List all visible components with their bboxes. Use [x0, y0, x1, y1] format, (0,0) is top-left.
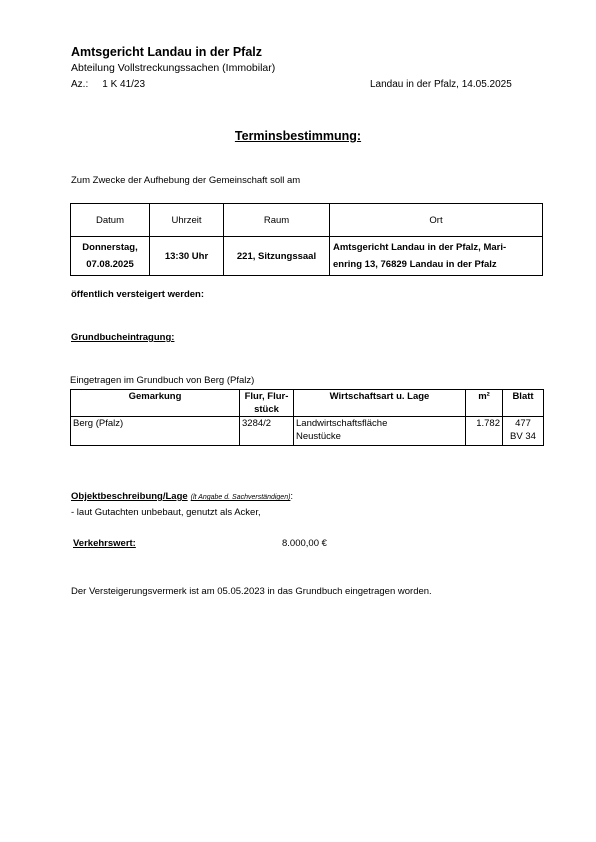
- value-ort: [330, 237, 543, 276]
- wirtschaftsart-line1: Landwirtschaftsfläche: [296, 418, 388, 429]
- header-flur: [240, 390, 294, 417]
- blatt-line1: 477: [515, 418, 531, 429]
- auction-statement: öffentlich versteigert werden:: [71, 289, 205, 300]
- court-name: Amtsgericht Landau in der Pfalz: [71, 45, 263, 59]
- appointment-value-row: [71, 237, 543, 276]
- land-register-row: [71, 417, 544, 446]
- object-description-text: - laut Gutachten unbebaut, genutzt als Acker,: [71, 507, 261, 518]
- value-raum: 221, Sitzungssaal: [224, 237, 330, 276]
- flur-header-line1: Flur, Flur-: [244, 391, 289, 402]
- appointment-header-row: [71, 204, 543, 237]
- datum-line2: 07.08.2025: [86, 259, 134, 270]
- intro-text: Zum Zwecke der Aufhebung der Gemeinschaft soll am: [71, 175, 301, 186]
- object-description-label: Objektbeschreibung/Lage: [71, 491, 188, 502]
- land-register-heading: Grundbucheintragung:: [71, 332, 175, 343]
- value-qm: 1.782: [466, 417, 503, 446]
- file-number-label: Az.:: [71, 79, 89, 90]
- header-qm: m²: [466, 390, 503, 417]
- value-datum: [71, 237, 150, 276]
- wirtschaftsart-line2: Neustücke: [296, 431, 341, 442]
- land-register-header-row: [71, 390, 544, 417]
- place-date: Landau in der Pfalz, 14.05.2025: [370, 79, 512, 90]
- file-number-value: 1 K 41/23: [102, 79, 146, 90]
- header-wirtschaftsart: Wirtschaftsart u. Lage: [294, 390, 466, 417]
- land-register-intro: Eingetragen im Grundbuch von Berg (Pfalz): [70, 375, 255, 386]
- value-blatt: [503, 417, 544, 446]
- file-number: [71, 79, 145, 90]
- header-blatt: Blatt: [503, 390, 544, 417]
- department: Abteilung Vollstreckungssachen (Immobilar): [71, 62, 276, 74]
- ort-line1: Amtsgericht Landau in der Pfalz, Mari-: [333, 242, 507, 253]
- flur-header-line2: stück: [254, 404, 279, 415]
- value-uhrzeit: 13:30 Uhr: [150, 237, 224, 276]
- header-ort: Ort: [330, 204, 543, 237]
- blatt-line2: BV 34: [510, 431, 536, 442]
- document-title: Terminsbestimmung:: [234, 129, 362, 143]
- land-register-table: [70, 389, 544, 446]
- value-flur: 3284/2: [240, 417, 294, 446]
- header-datum: Datum: [71, 204, 150, 237]
- ort-line2: enring 13, 76829 Landau in der Pfalz: [333, 259, 497, 270]
- object-description-note: (lt Angabe d. Sachverständigen): [190, 494, 291, 501]
- value-gemarkung: Berg (Pfalz): [71, 417, 240, 446]
- header-raum: Raum: [224, 204, 330, 237]
- auction-note: Der Versteigerungsvermerk ist am 05.05.2023 in das Grundbuch eingetragen worden.: [71, 586, 432, 597]
- value-wirtschaftsart: [294, 417, 466, 446]
- datum-line1: Donnerstag,: [82, 242, 138, 253]
- market-value-label: Verkehrswert:: [73, 538, 136, 549]
- appointment-table: [70, 203, 543, 276]
- header-gemarkung: Gemarkung: [71, 390, 240, 417]
- object-description-heading: [71, 491, 293, 502]
- market-value: 8.000,00 €: [282, 538, 327, 549]
- object-description-colon: :: [290, 491, 294, 502]
- header-uhrzeit: Uhrzeit: [150, 204, 224, 237]
